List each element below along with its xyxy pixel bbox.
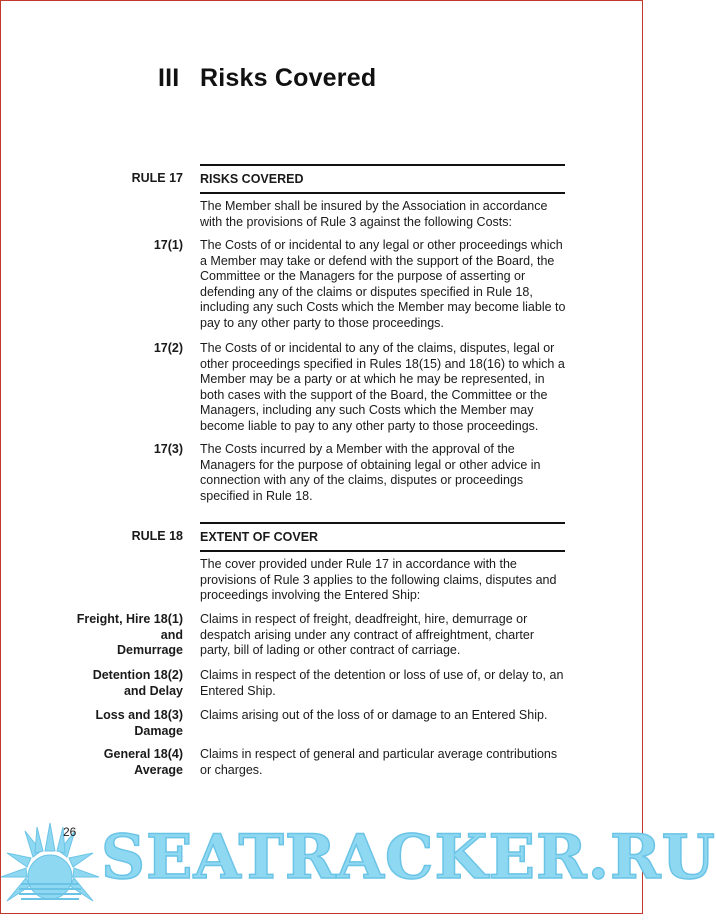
clause-text: Claims in respect of general and particular average contributions or charges. xyxy=(200,747,558,777)
rule-18-heading-bar xyxy=(200,522,565,552)
clause-number: 17(3) xyxy=(153,442,183,456)
clause-number-line: Average xyxy=(134,762,183,777)
rule-18-intro-text: The cover provided under Rule 17 in accordance with the provisions of Rule 3 applies to the following claims, disputes and proceedings involving the Entered Ship: xyxy=(200,557,557,603)
clause-text: The Costs incurred by a Member with the approval of the Managers for the purpose of obtaining legal or other advice in connection with any of the claims, disputes or proceedings specified in Rule 18. xyxy=(200,442,541,503)
sun-logo-icon xyxy=(0,821,105,921)
clause-number-line: Detention 18(2) xyxy=(92,668,183,682)
clause-number-line: Loss and 18(3) xyxy=(95,708,183,722)
clause-number-line: and xyxy=(160,627,183,642)
clause-number-line: Freight, Hire 18(1) xyxy=(76,612,183,626)
clause-number: 17(2) xyxy=(153,341,183,355)
rule-18-heading: EXTENT OF COVER xyxy=(200,530,319,544)
clause-text: Claims in respect of the detention or loss of use of, or delay to, an Entered Ship. xyxy=(200,668,564,698)
clause-number xyxy=(61,708,183,739)
clause-text: The Costs of or incidental to any legal or other proceedings which a Member may take or defend with the support of the Board, the Committee or the Managers for the purpose of asserting or defending any of the claims or disputes specified in Rule 18, including any such Costs which the Member may become liable to pay to any other party to those proceedings. xyxy=(200,238,566,330)
rule-17-heading-bar xyxy=(200,164,565,194)
clause-number: 17(1) xyxy=(153,238,183,252)
rule-17-intro-text: The Member shall be insured by the Association in accordance with the provisions of Rule 3 against the following Costs: xyxy=(200,199,548,229)
clause-text: The Costs of or incidental to any of the claims, disputes, legal or other proceedings specified in Rules 18(15) and 18(16) to which a Member may be a party or at which he may be represented, in both cases with the support of the Board, the Committee or the Managers, including any such Costs which the Member may become liable to pay to any other party to those proceedings. xyxy=(200,341,565,433)
rule-18-label: RULE 18 xyxy=(131,529,183,543)
clause-text: Claims arising out of the loss of or damage to an Entered Ship. xyxy=(200,708,548,722)
clause-number xyxy=(61,747,183,778)
clause-number xyxy=(61,612,183,659)
clause-number xyxy=(61,668,183,699)
clause-number-line: Demurrage xyxy=(117,643,183,658)
page-title xyxy=(158,64,376,93)
rule-17-heading: RISKS COVERED xyxy=(200,172,304,186)
clause-number-line: Damage xyxy=(134,723,183,738)
section-number: III xyxy=(158,64,180,92)
rule-17-label: RULE 17 xyxy=(131,171,183,185)
page-number: 26 xyxy=(63,825,77,839)
watermark: SEATRACKER.RU xyxy=(101,822,716,893)
clause-number-line: and Delay xyxy=(123,683,183,698)
clause-number-line: General 18(4) xyxy=(103,747,183,761)
clause-text: Claims in respect of freight, deadfreight, hire, demurrage or despatch arising under any contract of affreightment, charter party, bill of lading or other contract of carriage. xyxy=(200,612,534,658)
section-title-text: Risks Covered xyxy=(200,64,377,92)
